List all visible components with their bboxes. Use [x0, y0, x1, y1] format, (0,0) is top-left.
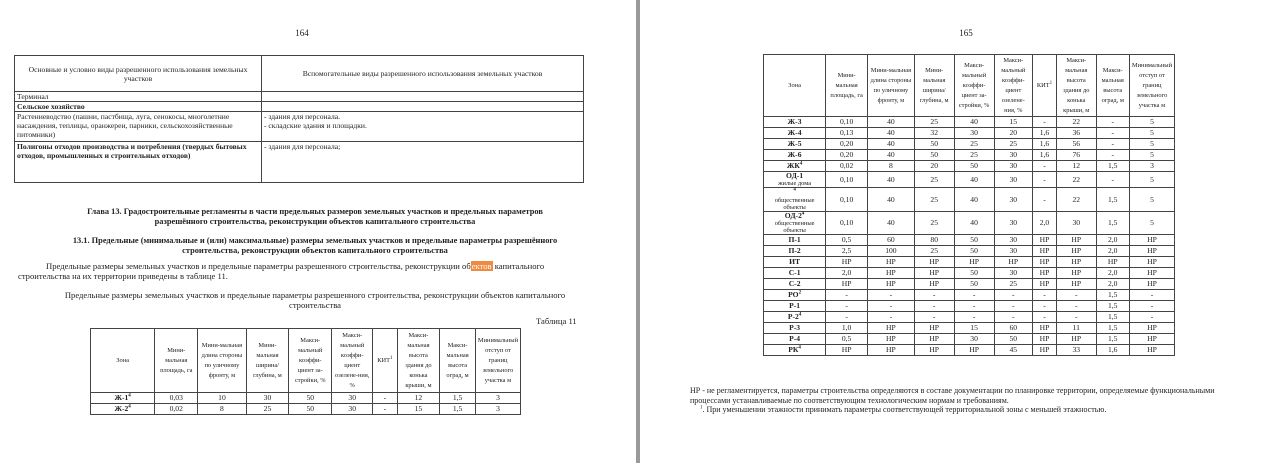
table-cell: 25	[914, 188, 954, 211]
table-cell: НР	[868, 279, 915, 290]
table-cell: 2,0	[826, 268, 868, 279]
table-cell: 25	[994, 279, 1032, 290]
permitted-uses-table	[14, 55, 584, 183]
table-cell: 5	[1129, 172, 1174, 188]
uses-header-main: Основные и условно виды разрешенного использования земельных участков	[15, 56, 262, 92]
table-cell: НР	[1033, 246, 1057, 257]
table-cell: 30	[994, 246, 1032, 257]
table-caption: Предельные размеры земельных участков и предельные параметры разрешенного строительства, реконструкции объектов капитального строительства	[64, 290, 566, 311]
zone-cell: $Ж-1^4$	[91, 393, 155, 404]
table-cell: -	[1096, 128, 1129, 139]
table-cell: НР	[914, 323, 954, 334]
table-cell: -	[1056, 301, 1096, 312]
table-cell: -	[954, 312, 994, 323]
zone-cell: $Ж-2^4$	[91, 404, 155, 415]
table-cell: 1,6	[1033, 139, 1057, 150]
table-cell: НР	[954, 345, 994, 356]
intro-paragraph	[18, 261, 588, 282]
table-cell: -	[826, 301, 868, 312]
table-cell: -	[1033, 117, 1057, 128]
table-cell: 50	[289, 393, 332, 404]
table-cell: 0,03	[155, 393, 198, 404]
table-cell: 1,6	[1033, 150, 1057, 161]
header-kit: КИТ$^1$	[1033, 55, 1057, 117]
table-cell: 2,0	[1096, 279, 1129, 290]
table-cell: 1,6	[1096, 345, 1129, 356]
table-cell: 8	[868, 161, 915, 172]
header-min-setback: Минимальный отступ от границ земельного участка м	[475, 329, 520, 393]
table-cell: 5	[1129, 188, 1174, 211]
table-cell: 1,5	[440, 393, 476, 404]
note-1: $^1$. При уменьшении этажности принимать параметры соответствующей территориальной зоны с меньшей этажностью.	[700, 405, 1107, 415]
table-row	[764, 117, 1175, 128]
table-cell: -	[1033, 290, 1057, 301]
table-cell: НР	[1129, 268, 1174, 279]
table-cell: 50	[954, 246, 994, 257]
table-cell: -	[1033, 172, 1057, 188]
header-kit: КИТ$^1$	[373, 329, 397, 393]
table-row	[91, 393, 521, 404]
table-cell: НР	[826, 279, 868, 290]
table-cell: 1,6	[1033, 128, 1057, 139]
table-cell: 5	[1129, 117, 1174, 128]
table-cell: 12	[397, 393, 440, 404]
zone-cell: $РК^4$	[764, 345, 826, 356]
table-cell: 40	[868, 139, 915, 150]
table-cell: -	[1096, 117, 1129, 128]
table-row	[764, 246, 1175, 257]
table-cell: 1,5	[1096, 323, 1129, 334]
table-row	[764, 345, 1175, 356]
table-row	[91, 404, 521, 415]
table-row	[764, 268, 1175, 279]
table-cell: 30	[1056, 211, 1096, 234]
table-cell: НР	[1033, 279, 1057, 290]
zone-cell: С-1	[764, 268, 826, 279]
table-cell: 0,10	[826, 117, 868, 128]
table-cell: 1,5	[1096, 334, 1129, 345]
table-cell: 25	[914, 246, 954, 257]
header-zone: Зона	[764, 55, 826, 117]
table-cell: 40	[868, 188, 915, 211]
header-min-front: Мини-мальная длина стороны по уличному фронту, м	[868, 55, 915, 117]
header-max-coverage: Макси-мальный коэффи-циент за-стройки, %	[954, 55, 994, 117]
table-cell: 30	[994, 172, 1032, 188]
zone-cell: С-2	[764, 279, 826, 290]
table-cell: 30	[954, 128, 994, 139]
header-fence-height: Макси-мальная высота оград, м	[1096, 55, 1129, 117]
table-cell: НР	[914, 268, 954, 279]
table-cell: 22	[1056, 188, 1096, 211]
table-cell: 36	[1056, 128, 1096, 139]
table-cell: -	[1129, 301, 1174, 312]
zone-cell: $^4$ общественные объекты	[764, 188, 826, 211]
zone-cell: Ж-6	[764, 150, 826, 161]
table-cell: НР	[826, 257, 868, 268]
zone-cell: Р-1	[764, 301, 826, 312]
table-row	[764, 211, 1175, 234]
table-cell: 2,0	[1096, 235, 1129, 246]
table-row	[764, 312, 1175, 323]
table-cell: 30	[994, 150, 1032, 161]
intro-text-start: Предельные размеры земельных участков и предельные параметры разрешенного строительства, реконструкции об	[46, 261, 471, 271]
header-max-greening: Макси-мальный коэффи-циент озелене-ния, %	[332, 329, 373, 393]
table-cell: 15	[954, 323, 994, 334]
header-min-width: Мини-мальная ширина/ глубина, м	[246, 329, 289, 393]
zone-cell: ИТ	[764, 257, 826, 268]
table-cell: 56	[1056, 139, 1096, 150]
table-cell: -	[826, 290, 868, 301]
table-cell: 0,5	[826, 235, 868, 246]
table-cell: 50	[914, 150, 954, 161]
table-cell: НР	[1033, 268, 1057, 279]
table-cell: НР	[868, 323, 915, 334]
header-min-area: Мини-мальная площадь, га	[826, 55, 868, 117]
table-cell: НР	[1033, 323, 1057, 334]
table-cell: НР	[1033, 257, 1057, 268]
table-cell: -	[1033, 188, 1057, 211]
table-cell: 1,5	[1096, 211, 1129, 234]
uses-row-main: Терминал	[15, 92, 262, 102]
table-cell: 0,10	[826, 211, 868, 234]
zone-cell: П-2	[764, 246, 826, 257]
chapter-title: Глава 13. Градостроительные регламенты в части предельных размеров земельных участков и предельных параметров разрешённого строительства, реконструкции объектов капитального строительства	[87, 207, 543, 227]
table-cell: НР	[1033, 334, 1057, 345]
table-cell: НР	[1033, 345, 1057, 356]
uses-row-main: Полигоны отходов производства и потребления (твердых бытовых отходов, промышленных и строительных отходов)	[15, 142, 262, 183]
table-cell: 22	[1056, 117, 1096, 128]
table-cell: -	[373, 393, 397, 404]
table-cell: 0,20	[826, 139, 868, 150]
table-cell: 50	[914, 139, 954, 150]
zone-cell: Ж-4	[764, 128, 826, 139]
table-cell: 15	[397, 404, 440, 415]
table-cell: 25	[994, 139, 1032, 150]
table-cell: НР	[1056, 279, 1096, 290]
table-cell: -	[1096, 150, 1129, 161]
table-cell: 30	[994, 235, 1032, 246]
table-cell: НР	[914, 257, 954, 268]
table-cell: -	[1129, 290, 1174, 301]
table-cell: 20	[914, 161, 954, 172]
table-cell: 40	[954, 172, 994, 188]
table-cell: 8	[198, 404, 246, 415]
table-cell: 45	[994, 345, 1032, 356]
table-cell: НР	[914, 345, 954, 356]
header-max-height: Макси-мальная высота здания до конька крыши, м	[397, 329, 440, 393]
table-cell: -	[1056, 312, 1096, 323]
table-cell: -	[994, 312, 1032, 323]
table-cell: -	[994, 301, 1032, 312]
section-title: 13.1. Предельные (минимальные и (или) максимальные) размеры земельных участков и предельные параметры разрешённого строительства, реконструкции объектов капитального строительства	[72, 236, 558, 256]
table-cell: 0,02	[826, 161, 868, 172]
table-cell: НР	[868, 345, 915, 356]
header-fence-height: Макси-мальная высота оград, м	[440, 329, 476, 393]
table-cell: 0,10	[826, 188, 868, 211]
table-cell: 3	[475, 393, 520, 404]
table-cell: 1,5	[1096, 188, 1129, 211]
table-cell: -	[1033, 301, 1057, 312]
table-cell: НР	[1129, 235, 1174, 246]
table-row	[764, 172, 1175, 188]
uses-row-aux: - здания для персонала;	[262, 142, 584, 183]
table-cell: НР	[1129, 257, 1174, 268]
table-row	[764, 128, 1175, 139]
zone-cell: $Р-2^4$	[764, 312, 826, 323]
table-cell: 2,0	[1096, 246, 1129, 257]
table-cell: 30	[994, 188, 1032, 211]
table-row	[764, 290, 1175, 301]
table-cell: 40	[954, 117, 994, 128]
table-cell: 60	[868, 235, 915, 246]
table-cell: 40	[868, 211, 915, 234]
uses-header-aux: Вспомогательные виды разрешенного использования земельных участков	[262, 56, 584, 92]
zone-cell: Р-4	[764, 334, 826, 345]
table-cell: 20	[994, 128, 1032, 139]
table-cell: 0,13	[826, 128, 868, 139]
table-cell: НР	[1056, 268, 1096, 279]
table-cell: НР	[1056, 334, 1096, 345]
table-cell: НР	[1129, 246, 1174, 257]
table-cell: 76	[1056, 150, 1096, 161]
table-cell: -	[914, 290, 954, 301]
header-max-height: Макси-мальная высота здания до конька крыши, м	[1056, 55, 1096, 117]
zone-cell: Р-3	[764, 323, 826, 334]
table-cell: 25	[246, 404, 289, 415]
header-min-width: Мини-мальная ширина/ глубина, м	[914, 55, 954, 117]
table-cell: 30	[994, 211, 1032, 234]
table-row	[764, 235, 1175, 246]
table-cell: НР	[1056, 246, 1096, 257]
table-cell: -	[914, 301, 954, 312]
header-max-greening: Макси-мальный коэффи-циент озелене-ния, %	[994, 55, 1032, 117]
table-row	[764, 139, 1175, 150]
table-cell: 3	[475, 404, 520, 415]
page-number-right: 165	[959, 28, 973, 38]
table-cell: 1,5	[1096, 312, 1129, 323]
table-cell: -	[1096, 172, 1129, 188]
table-cell: 25	[914, 211, 954, 234]
table-cell: 25	[914, 117, 954, 128]
table-cell: НР	[914, 279, 954, 290]
header-min-front: Мини-мальная длина стороны по уличному фронту, м	[198, 329, 246, 393]
table-cell: 0,02	[155, 404, 198, 415]
table-cell: НР	[826, 345, 868, 356]
table-cell: -	[1033, 161, 1057, 172]
table-cell: -	[1033, 312, 1057, 323]
table-cell: НР	[914, 334, 954, 345]
table-cell: 5	[1129, 139, 1174, 150]
table-cell: 50	[954, 279, 994, 290]
table-row	[764, 161, 1175, 172]
zone-cell: ОД-1 жилые дома	[764, 172, 826, 188]
table-cell: 30	[246, 393, 289, 404]
uses-row-aux	[262, 92, 584, 102]
table-cell: НР	[1129, 345, 1174, 356]
table-cell: 10	[198, 393, 246, 404]
uses-row-main: Растениеводство (пашни, пастбища, луга, сенокосы, многолетние насаждения, теплицы, оранжереи, парники, сельскохозяйственные питомники)	[15, 112, 262, 142]
header-zone: Зона	[91, 329, 155, 393]
table-cell: НР	[1056, 235, 1096, 246]
table-cell: -	[1096, 139, 1129, 150]
zone-table-left	[90, 328, 521, 415]
table-cell: 30	[332, 404, 373, 415]
table-cell: -	[868, 290, 915, 301]
table-cell: 40	[868, 150, 915, 161]
table-cell: 1,5	[1096, 290, 1129, 301]
zone-cell: П-1	[764, 235, 826, 246]
table-cell: -	[373, 404, 397, 415]
header-max-coverage: Макси-мальный коэффи-циент за-стройки, %	[289, 329, 332, 393]
zone-cell: $ЖК^4$	[764, 161, 826, 172]
table-row	[764, 334, 1175, 345]
table-label: Таблица 11	[536, 316, 577, 326]
table-cell: 1,5	[440, 404, 476, 415]
table-cell: -	[868, 301, 915, 312]
page-number-left: 164	[295, 28, 309, 38]
table-cell: 22	[1056, 172, 1096, 188]
table-cell: 80	[914, 235, 954, 246]
table-cell: -	[1129, 312, 1174, 323]
table-cell: 1,5	[1096, 301, 1129, 312]
table-cell: НР	[1129, 323, 1174, 334]
table-cell: 50	[954, 161, 994, 172]
zone-cell: $ОД-2^4$ общественные объекты	[764, 211, 826, 234]
intro-text-end: капитального строительства на их территории приведены в таблице 11.	[18, 261, 545, 282]
table-cell: 60	[994, 323, 1032, 334]
table-cell: 5	[1129, 211, 1174, 234]
table-cell: 1,5	[1096, 161, 1129, 172]
note-nr: НР - не регламентируется, параметры строительства определяются в составе документации по планировке территории, определяемые функциональными процессами устанавливаемые по соответствующим технологическим нормам и требованиям.	[690, 386, 1215, 405]
table-cell: 2,5	[826, 246, 868, 257]
table-cell: -	[1056, 290, 1096, 301]
table-cell: 33	[1056, 345, 1096, 356]
table-cell: НР	[1129, 279, 1174, 290]
table-cell: -	[954, 301, 994, 312]
table-cell: 40	[954, 211, 994, 234]
table-cell: 15	[994, 117, 1032, 128]
table-cell: 5	[1129, 150, 1174, 161]
table-cell: 40	[868, 117, 915, 128]
table-cell: 2,0	[1033, 211, 1057, 234]
table-row	[764, 257, 1175, 268]
table-cell: 0,5	[826, 334, 868, 345]
table-cell: 50	[954, 235, 994, 246]
table-cell: 40	[868, 172, 915, 188]
table-cell: -	[994, 290, 1032, 301]
table-cell: 32	[914, 128, 954, 139]
left-page	[0, 0, 636, 463]
table-cell: 40	[868, 128, 915, 139]
table-cell: НР	[1056, 257, 1096, 268]
table-row	[764, 301, 1175, 312]
uses-row-main: Сельское хозяйство	[15, 102, 262, 112]
table-cell: 25	[954, 139, 994, 150]
table-cell: -	[914, 312, 954, 323]
uses-row-aux: - здания для персонала. - складские здания и площадки.	[262, 112, 584, 142]
table-row	[764, 188, 1175, 211]
table-cell: 30	[954, 334, 994, 345]
table-cell: НР	[994, 257, 1032, 268]
table-cell: 0,10	[826, 172, 868, 188]
table-cell: 50	[994, 334, 1032, 345]
table-cell: 3	[1129, 161, 1174, 172]
table-cell: НР	[1033, 235, 1057, 246]
table-cell: 11	[1056, 323, 1096, 334]
table-cell: 30	[994, 268, 1032, 279]
table-cell: НР	[1096, 257, 1129, 268]
table-cell: 50	[954, 268, 994, 279]
table-row	[764, 323, 1175, 334]
table-cell: 50	[289, 404, 332, 415]
uses-row-aux	[262, 102, 584, 112]
header-min-setback: Минимальный отступ от границ земельного участка м	[1129, 55, 1174, 117]
zone-cell: $РО^2$	[764, 290, 826, 301]
table-cell: НР	[868, 257, 915, 268]
table-row	[764, 150, 1175, 161]
table-cell: 25	[914, 172, 954, 188]
table-cell: -	[868, 312, 915, 323]
zone-table-right	[763, 54, 1175, 356]
table-cell: НР	[868, 334, 915, 345]
table-cell: 0,20	[826, 150, 868, 161]
table-cell: НР	[1129, 334, 1174, 345]
table-row	[764, 279, 1175, 290]
table-cell: 30	[994, 161, 1032, 172]
table-cell: НР	[954, 257, 994, 268]
table-cell: 5	[1129, 128, 1174, 139]
table-cell: 30	[332, 393, 373, 404]
table-cell: НР	[868, 268, 915, 279]
header-min-area: Мини-мальная площадь, га	[155, 329, 198, 393]
search-highlight[interactable]: ектов	[471, 261, 492, 271]
zone-cell: Ж-5	[764, 139, 826, 150]
table-cell: 100	[868, 246, 915, 257]
table-cell: -	[826, 312, 868, 323]
table-cell: 40	[954, 188, 994, 211]
zone-cell: Ж-3	[764, 117, 826, 128]
table-notes	[690, 386, 1250, 415]
table-cell: -	[954, 290, 994, 301]
table-cell: 12	[1056, 161, 1096, 172]
table-cell: 2,0	[1096, 268, 1129, 279]
table-cell: 25	[954, 150, 994, 161]
table-cell: 1,0	[826, 323, 868, 334]
